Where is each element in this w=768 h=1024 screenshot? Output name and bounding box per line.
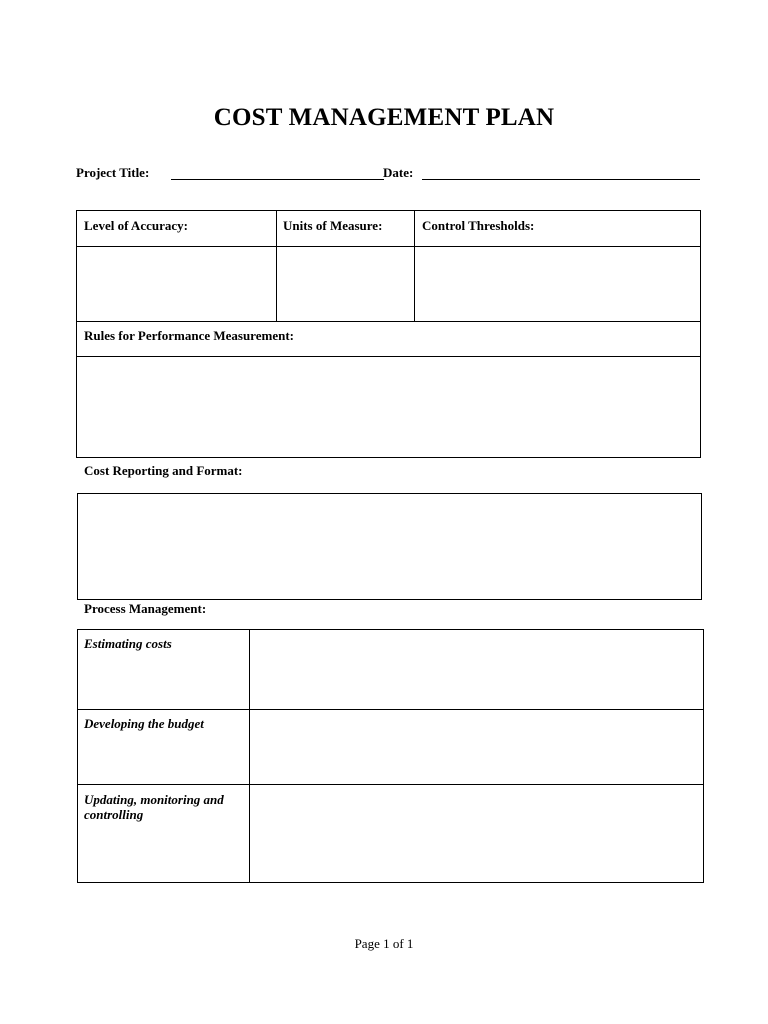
process-row-label-estimating: Estimating costs: [84, 636, 172, 651]
rules-performance-label: Rules for Performance Measurement:: [84, 328, 294, 343]
date-label: Date:: [383, 165, 414, 180]
project-title-label: Project Title:: [76, 165, 150, 180]
control-thresholds-cell[interactable]: [415, 247, 700, 320]
level-of-accuracy-cell[interactable]: [77, 247, 275, 320]
cost-reporting-label: Cost Reporting and Format:: [84, 463, 243, 478]
table-divider: [76, 321, 701, 322]
project-title-input[interactable]: [173, 166, 382, 180]
process-row-label-updating: Updating, monitoring and controlling: [84, 792, 224, 822]
process-row-cell-budget[interactable]: [250, 710, 703, 783]
process-management-label: Process Management:: [84, 601, 207, 616]
page-number: Page 1 of 1: [354, 936, 414, 951]
date-input[interactable]: [424, 166, 698, 180]
process-row-cell-estimating[interactable]: [250, 630, 703, 708]
control-thresholds-label: Control Thresholds:: [422, 218, 535, 233]
units-of-measure-label: Units of Measure:: [283, 218, 383, 233]
page-title: COST MANAGEMENT PLAN: [213, 104, 555, 131]
cost-reporting-box[interactable]: [77, 493, 702, 600]
process-row-label-budget: Developing the budget: [84, 716, 204, 731]
level-of-accuracy-label: Level of Accuracy:: [84, 218, 188, 233]
rules-performance-cell[interactable]: [77, 357, 700, 457]
process-row-cell-updating[interactable]: [250, 785, 703, 882]
units-of-measure-cell[interactable]: [277, 247, 413, 320]
